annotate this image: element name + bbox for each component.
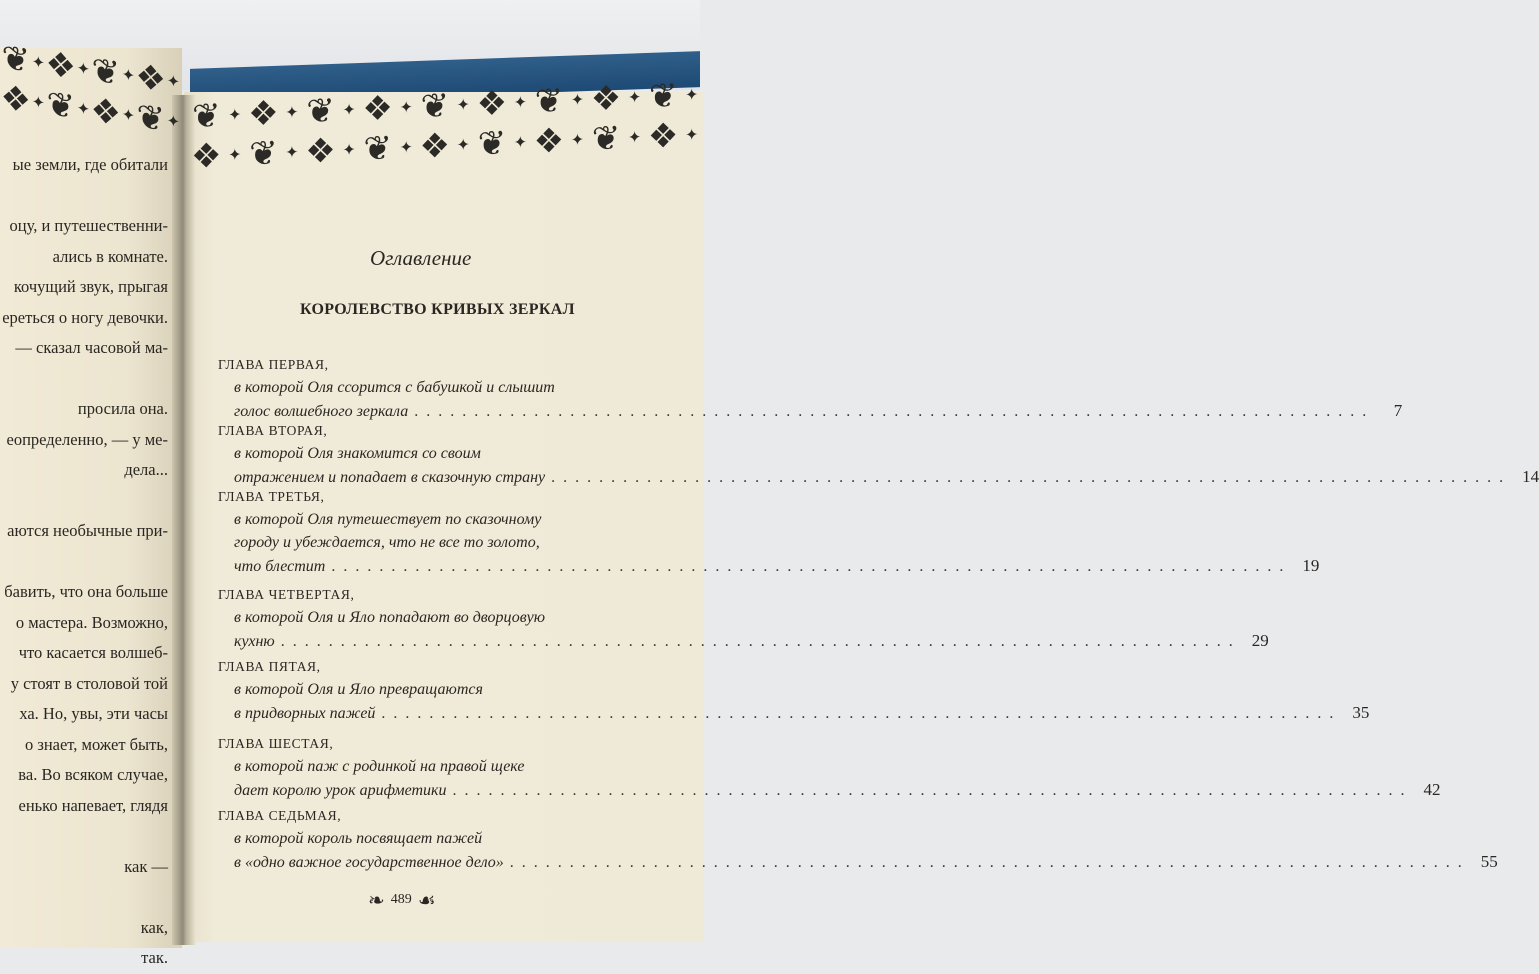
left-page-line: ались в комнате.: [52, 246, 168, 266]
toc-entry: [218, 420, 1539, 489]
floral-ornament-icon: ❖: [419, 125, 450, 168]
chapter-description-text: дает королю урок арифметики: [234, 782, 447, 799]
leader-dots: . . . . . . . . . . . . . . . . . . . . . . . . . . . . . . . . . . . . . . . . . . . . . . . . . . . . . . . . . . . . . . . . . . . . . . . . . . . . . . . .: [381, 705, 1336, 722]
floral-ornament-icon: ❖: [135, 56, 167, 101]
chapter-page-number: 14: [1522, 467, 1539, 486]
flourish-left-icon: ❧: [368, 888, 385, 912]
left-page-line: дела...: [124, 460, 168, 479]
page-number: 489: [390, 892, 412, 907]
left-page-line: о мастера. Возможно,: [15, 612, 168, 632]
floral-ornament-icon: ❖: [248, 93, 279, 135]
chapter-description-last: [218, 701, 1370, 725]
star-ornament-icon: ✦: [342, 99, 356, 120]
left-page-line: как —: [124, 856, 168, 876]
chapter-description-text: в придворных пажей: [234, 705, 376, 722]
star-ornament-icon: ✦: [166, 110, 180, 132]
chapter-description-text: голос волшебного зеркала: [234, 403, 409, 420]
left-page-line: что касается волшеб-: [18, 643, 168, 662]
floral-ornament-icon: ❖: [0, 77, 32, 122]
star-ornament-icon: ✦: [121, 104, 135, 126]
star-ornament-icon: ✦: [285, 102, 299, 122]
left-page-line: так.: [141, 948, 168, 967]
chapter-description-text: что блестит: [234, 558, 326, 575]
chapter-description: в которой Оля и Яло попадают во дворцовую: [234, 609, 546, 626]
book-title: КОРОЛЕВСТВО КРИВЫХ ЗЕРКАЛ: [300, 301, 575, 318]
floral-ornament-icon: ❦: [46, 83, 76, 128]
toc-entry: [218, 354, 1403, 423]
chapter-description-text: в «одно важное государственное дело»: [234, 854, 504, 871]
chapter-title: ГЛАВА ВТОРАЯ,: [218, 423, 328, 438]
chapter-title: ГЛАВА ТРЕТЬЯ,: [218, 489, 325, 504]
left-page-line: ва. Во всяком случае,: [18, 765, 168, 784]
leader-dots: . . . . . . . . . . . . . . . . . . . . . . . . . . . . . . . . . . . . . . . . . . . . . . . . . . . . . . . . . . . . . . . . . . . . . . . . . . . . . . . .: [414, 403, 1369, 420]
chapter-page-number: 42: [1423, 780, 1441, 799]
chapter-description: в которой паж с родинкой на правой щеке: [234, 758, 525, 775]
floral-ornament-icon: ❖: [647, 115, 679, 158]
leader-dots: . . . . . . . . . . . . . . . . . . . . . . . . . . . . . . . . . . . . . . . . . . . . . . . . . . . . . . . . . . . . . . . . . . . . . . . . . . . . . . . .: [331, 558, 1286, 575]
left-page-line: ха. Но, увы, эти часы: [19, 704, 168, 723]
chapter-page-number: 29: [1251, 631, 1269, 650]
left-page-line: о знает, может быть,: [24, 734, 168, 754]
star-ornament-icon: ✦: [513, 92, 528, 112]
left-page-line: у стоят в столовой той: [10, 673, 168, 693]
leader-dots: . . . . . . . . . . . . . . . . . . . . . . . . . . . . . . . . . . . . . . . . . . . . . . . . . . . . . . . . . . . . . . . . . . . . . . . . . . . . . . . .: [551, 469, 1506, 486]
left-page-line: бавить, что она больше: [4, 582, 168, 601]
chapter-page-number: 35: [1352, 703, 1370, 722]
chapter-title: ГЛАВА СЕДЬМАЯ,: [218, 808, 342, 823]
floral-ornament-icon: ❖: [533, 120, 565, 163]
star-ornament-icon: ✦: [684, 84, 699, 105]
floral-ornament-icon: ❖: [90, 90, 122, 135]
star-ornament-icon: ✦: [166, 70, 180, 92]
chapter-page-number: 19: [1302, 556, 1320, 575]
star-ornament-icon: ✦: [570, 89, 585, 110]
star-ornament-icon: ✦: [228, 104, 242, 125]
star-ornament-icon: ✦: [627, 87, 642, 107]
toc-heading: Оглавление: [370, 246, 472, 270]
star-ornament-icon: ✦: [399, 137, 413, 157]
chapter-description-last: [218, 778, 1441, 802]
floral-ornament-icon: ❦: [249, 133, 278, 175]
left-page-line: аются необычные при-: [7, 521, 168, 540]
floral-ornament-icon: ❦: [534, 80, 564, 122]
flourish-right-icon: ☙: [417, 888, 436, 912]
floral-ornament-icon: ❦: [192, 95, 221, 137]
chapter-title: ГЛАВА ПЯТАЯ,: [218, 659, 321, 674]
chapter-description: городу и убеждается, что не все то золото,: [234, 534, 540, 551]
floral-ornament-icon: ❦: [91, 50, 121, 95]
floral-ornament-icon: ❦: [363, 128, 392, 170]
leader-dots: . . . . . . . . . . . . . . . . . . . . . . . . . . . . . . . . . . . . . . . . . . . . . . . . . . . . . . . . . . . . . . . . . . . . . . . . . . . . . . . .: [452, 782, 1407, 799]
left-page-line: кочущий звук, прыгая: [13, 277, 168, 296]
star-ornament-icon: ✦: [285, 142, 299, 162]
page-number-footer: [368, 888, 436, 912]
leader-dots: . . . . . . . . . . . . . . . . . . . . . . . . . . . . . . . . . . . . . . . . . . . . . . . . . . . . . . . . . . . . . . . . . . . . . . . . . . . . . . . .: [509, 854, 1464, 871]
toc-entry: [218, 733, 1441, 802]
chapter-description-text: кухню: [234, 633, 275, 650]
star-ornament-icon: ✦: [31, 91, 45, 113]
chapter-description: в которой Оля знакомится со своим: [234, 445, 481, 462]
star-ornament-icon: ✦: [684, 124, 699, 145]
left-page-line: енько напевает, глядя: [18, 795, 168, 815]
star-ornament-icon: ✦: [228, 144, 242, 165]
star-ornament-icon: ✦: [513, 132, 528, 152]
floral-ornament-icon: ❦: [591, 118, 621, 160]
floral-ornament-icon: ❖: [590, 78, 622, 120]
left-page-line: оцу, и путешественни-: [9, 216, 168, 235]
floral-ornament-icon: ❦: [306, 90, 335, 132]
star-ornament-icon: ✦: [627, 127, 642, 147]
left-page-line: ереться о ногу девочки.: [2, 307, 168, 327]
left-page-line: еопределенно, — у ме-: [6, 429, 168, 449]
left-page-line: как,: [140, 917, 168, 937]
floral-ornament-icon: ❦: [648, 75, 678, 118]
floral-ornament-icon: ❦: [477, 123, 507, 165]
toc-entry: [218, 584, 1269, 653]
chapter-description-last: [218, 554, 1320, 578]
floral-ornament-icon: ❖: [305, 130, 336, 173]
floral-ornament-icon: ❦: [420, 85, 449, 127]
floral-ornament-icon: ❖: [45, 43, 77, 89]
floral-ornament-icon: ❖: [191, 135, 222, 178]
star-ornament-icon: ✦: [456, 134, 470, 155]
chapter-title: ГЛАВА ПЕРВАЯ,: [218, 357, 329, 372]
chapter-description: в которой Оля путешествует по сказочному: [234, 511, 542, 528]
left-page-line: — сказал часовой ма-: [15, 338, 168, 357]
star-ornament-icon: ✦: [76, 98, 90, 119]
chapter-page-number: 7: [1393, 401, 1403, 420]
floral-ornament-icon: ❦: [1, 37, 31, 82]
toc-entry: [218, 656, 1370, 725]
star-ornament-icon: ✦: [570, 129, 585, 150]
toc-entry: [218, 486, 1320, 578]
left-page-line: ые земли, где обитали: [12, 155, 168, 174]
chapter-title: ГЛАВА ШЕСТАЯ,: [218, 736, 334, 751]
star-ornament-icon: ✦: [456, 94, 470, 115]
chapter-description: в которой Оля ссорится с бабушкой и слышит: [234, 379, 555, 396]
star-ornament-icon: ✦: [342, 139, 356, 160]
star-ornament-icon: ✦: [399, 97, 413, 117]
chapter-description-last: [218, 850, 1498, 874]
chapter-description: в которой король посвящает пажей: [234, 830, 483, 847]
chapter-title: ГЛАВА ЧЕТВЕРТАЯ,: [218, 587, 355, 602]
star-ornament-icon: ✦: [121, 64, 135, 86]
chapter-description: в которой Оля и Яло превращаются: [234, 681, 483, 698]
floral-ornament-icon: ❦: [136, 96, 166, 141]
leader-dots: . . . . . . . . . . . . . . . . . . . . . . . . . . . . . . . . . . . . . . . . . . . . . . . . . . . . . . . . . . . . . . . . . . . . . . . . . . . . . . . .: [280, 633, 1235, 650]
floral-ornament-icon: ❖: [362, 88, 393, 130]
star-ornament-icon: ✦: [76, 58, 90, 79]
toc-entry: [218, 805, 1498, 874]
chapter-description-text: отражением и попадает в сказочную страну: [234, 469, 546, 486]
left-page-line: просила она.: [77, 399, 168, 418]
star-ornament-icon: ✦: [31, 51, 45, 73]
chapter-description-last: [218, 629, 1269, 653]
floral-ornament-icon: ❖: [476, 83, 508, 125]
chapter-page-number: 55: [1480, 852, 1498, 871]
